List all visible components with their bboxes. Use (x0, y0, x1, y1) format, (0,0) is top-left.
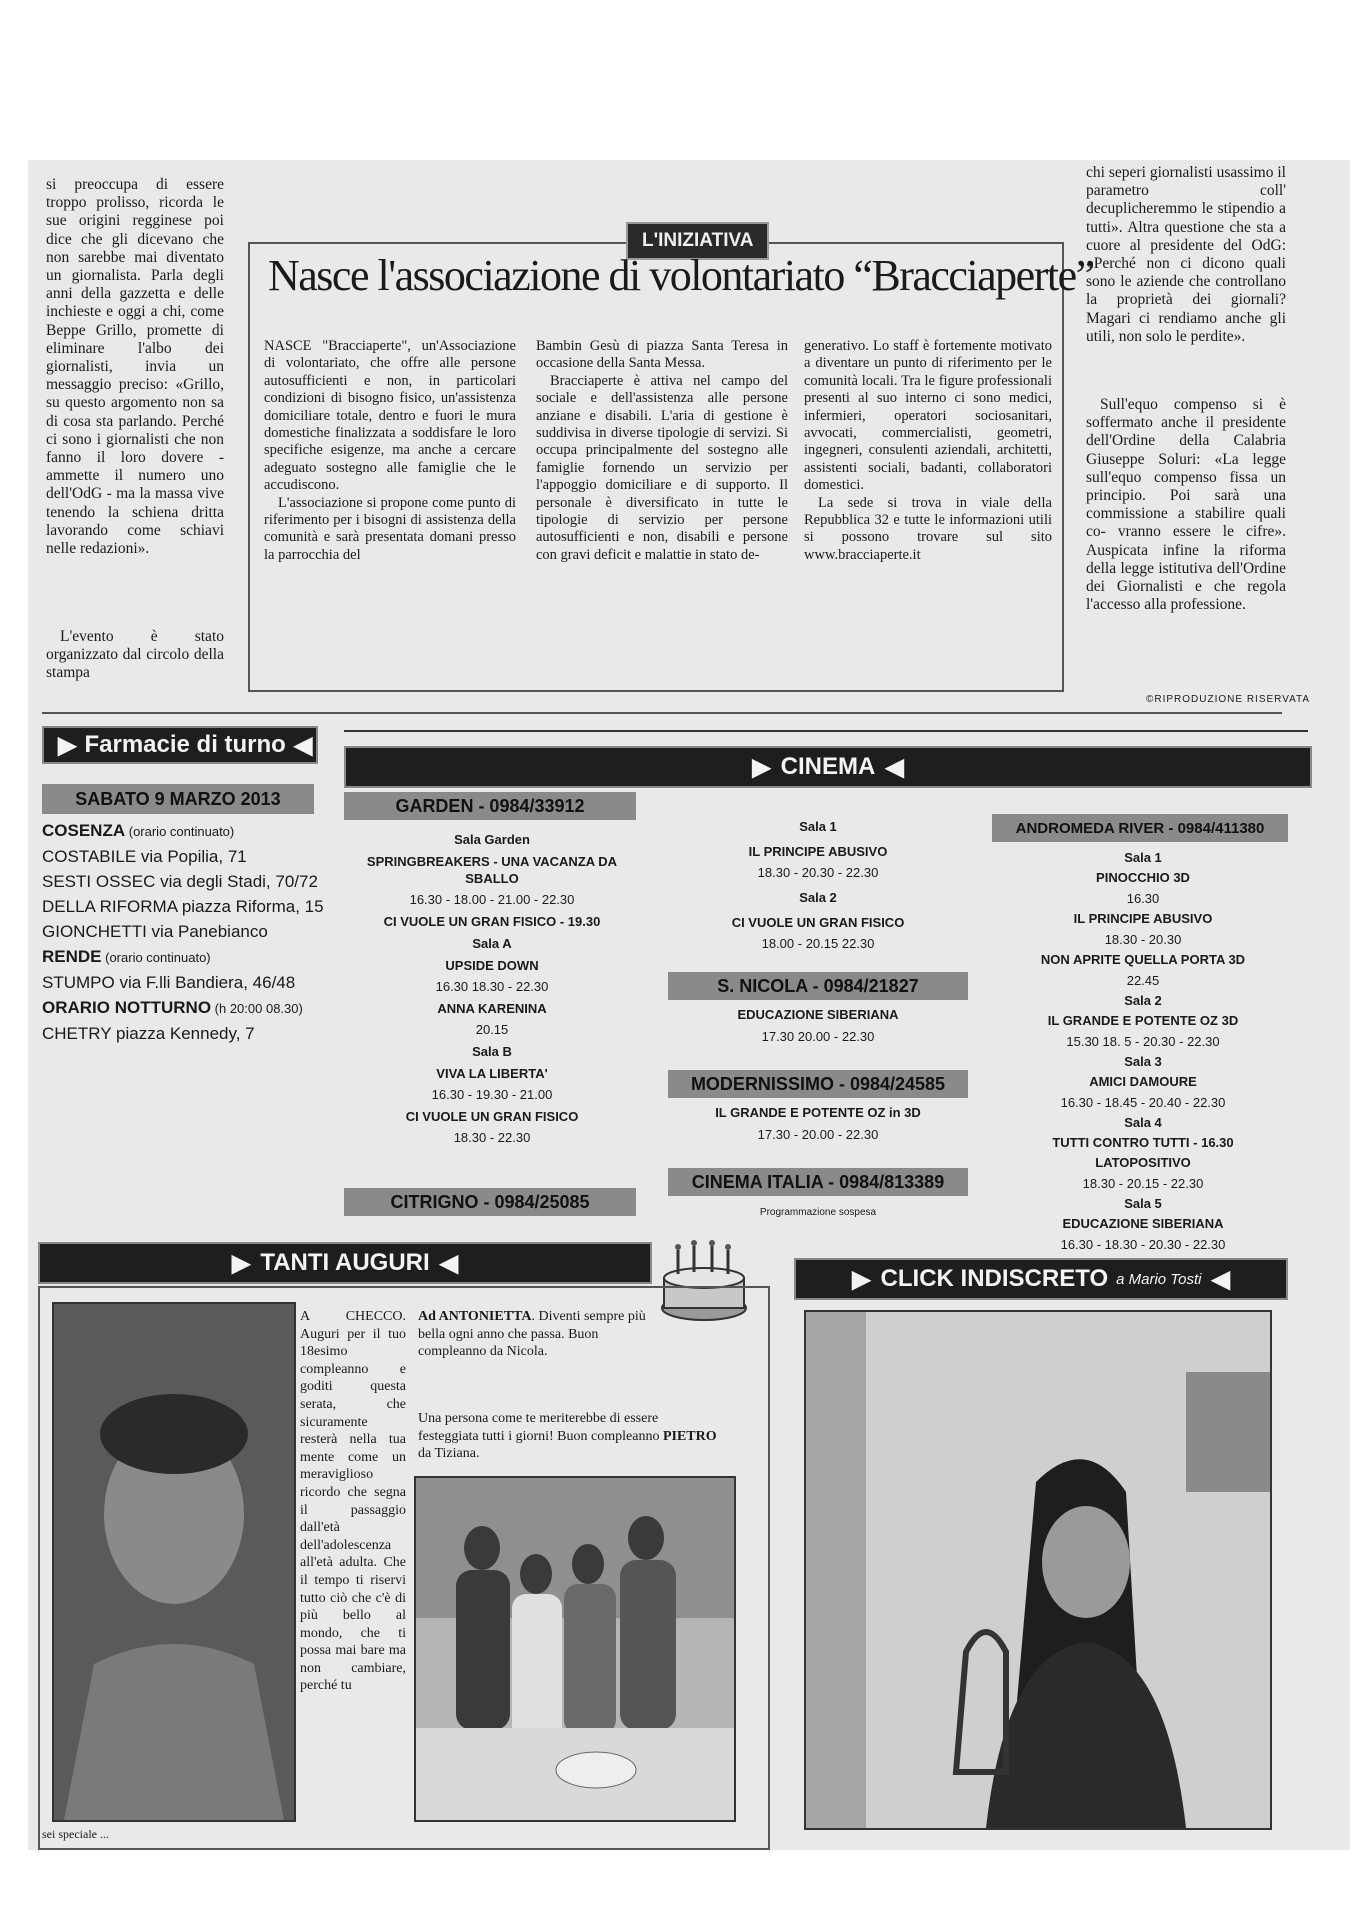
auguri-wish-antonietta-name: Ad ANTONIETTA (418, 1309, 532, 1324)
cinema-film-title: CI VUOLE UN GRAN FISICO (731, 915, 905, 930)
left-column-text: si preoccupa di essere troppo prolisso, ricorda le sue origini regginese poi dice che gli dicevano che non sarebbe mai diventato un giornalista. Parla degli anni della gazzetta e delle inchieste e oggi a chi, come Beppe Grillo, promette di eliminare l'albo dei giornalisti, invia un messaggio preciso: «Grillo, su questo argomento non sa di cosa sta parlando. Perché ci sono i giornalisti che non fanno il loro dovere - ammette il numero uno dell'OdG - ma la massa vive tenendo la schiena dritta lavorando come schiavi nelle redazioni». (46, 176, 224, 558)
cinema-modernissimo-name: MODERNISSIMO - 0984/24585 (690, 1073, 946, 1094)
cinema-film-title: Sala 1 (799, 819, 837, 834)
cinema-film-title: IL PRINCIPE ABUSIVO (1073, 911, 1213, 926)
cinema-showtimes: 16.30 (1126, 891, 1160, 906)
cinema-garden-bar (344, 792, 636, 820)
pharmacies-list (42, 818, 322, 1046)
cinema-showtimes: 15.30 18. 5 - 20.30 - 22.30 (1066, 1034, 1220, 1049)
cinema-andromeda-listings (1028, 846, 1258, 1253)
arrow-left-icon: ◀ (1211, 1265, 1230, 1293)
left-column-text-end: L'evento è stato organizzato dal circolo della stampa (46, 628, 224, 682)
click-title-bar (794, 1258, 1288, 1300)
group-photo-icon (416, 1478, 734, 1820)
pharmacy-item-text: CHETRY piazza Kennedy, 7 (42, 1024, 255, 1043)
right-column-2 (1086, 396, 1286, 614)
cinema-film-title: EDUCAZIONE SIBERIANA (1062, 1216, 1224, 1231)
right-column (1086, 164, 1286, 346)
cinema-showtimes: 18.30 - 20.15 - 22.30 (1082, 1176, 1204, 1191)
cinema-film-title: UPSIDE DOWN (445, 958, 539, 973)
pharmacy-item (42, 844, 322, 869)
cinema-garden-name: GARDEN - 0984/33912 (395, 795, 585, 816)
cinema-citrigno-bar (344, 1188, 636, 1216)
initiative-col-1b-text: L'associazione si propone come punto di riferimento per i bisogni di assistenza della comunità e sarà presentata domani presso la parrocchia del (264, 494, 516, 563)
arrow-right-icon: ▶ (752, 753, 771, 781)
click-title: CLICK INDISCRETO (880, 1265, 1109, 1292)
pharmacy-item-text: (h 20:00 08.30) (211, 1001, 303, 1016)
auguri-wish-pietro (418, 1410, 718, 1463)
pharmacy-item (42, 970, 322, 995)
auguri-photo-group (414, 1476, 736, 1822)
pharmacies-date-bar (42, 784, 314, 814)
section-rule (42, 712, 1282, 714)
auguri-wish-antonietta (418, 1308, 668, 1361)
cinema-film-title: Sala 4 (1124, 1115, 1162, 1130)
cinema-modernissimo-listing (668, 1104, 968, 1143)
pharmacy-item-bold: ORARIO NOTTURNO (42, 998, 212, 1017)
cinema-film-title: CI VUOLE UN GRAN FISICO - 19.30 (383, 914, 601, 929)
cinema-italia-bar (668, 1168, 968, 1196)
auguri-wish-checco (300, 1308, 406, 1695)
right-column-text-2: Sull'equo compenso si è soffermato anche il presidente dell'Ordine della Calabria Giuseppe Soluri: «La legge sull'equo compenso fissa un principio. Poi sarà una commissione a stabilire quali co- vranno essere le cifre». Auspicata infine la riforma della legge istitutiva dell'Ordine dei Giornalisti e che regola l'accesso alla professione. (1086, 396, 1286, 614)
cinema-film-title: Sala 5 (1124, 1196, 1162, 1211)
copyright-credit: ©RIPRODUZIONE RISERVATA (1146, 694, 1311, 705)
pharmacy-item (42, 1021, 322, 1046)
cinema-film-title: Sala 2 (799, 890, 837, 905)
cinema-film-title: IL GRANDE E POTENTE OZ 3D (1047, 1013, 1239, 1028)
newspaper-page (28, 160, 1350, 1850)
pharmacy-item (42, 894, 322, 919)
cinema-film-title: CI VUOLE UN GRAN FISICO (405, 1109, 579, 1124)
portrait-photo-icon (54, 1304, 294, 1820)
pharmacy-item-text: SESTI OSSEC via degli Stadi, 70/72 (42, 872, 318, 891)
initiative-col-2b-text: Bracciaperte è attiva nel campo del sociale e dell'assistenza alle persone anziane e disabili. L'aria di gestione è suddivisa in diverse tipologie di servizi. Si occupa principalmente del sostegno alle famiglie fornendo un servizio per l'appoggio domiciliare e di supporto. Il personale è diversificato in tutte le tipologie di servizio per persone autosufficienti e non, disabili e persone con gravi deficit e malattie in stato de- (536, 372, 788, 563)
left-column-end (46, 628, 224, 683)
cinema-film-title: Sala B (472, 1044, 512, 1059)
cinema-garden-listings (344, 826, 640, 1146)
pharmacy-item-bold: RENDE (42, 947, 102, 966)
pharmacy-item-text: STUMPO via F.lli Bandiera, 46/48 (42, 973, 296, 992)
cinema-showtimes: 16.30 - 18.00 - 21.00 - 22.30 (409, 892, 575, 907)
cinema-snicola-listing (668, 1006, 968, 1045)
auguri-photo-checco (52, 1302, 296, 1822)
cinema-snicola-name: S. NICOLA - 0984/21827 (717, 975, 919, 996)
pharmacies-title-bar (42, 726, 318, 764)
auguri-wish-pietro-name: PIETRO (662, 1428, 717, 1444)
cinema-andromeda-name: ANDROMEDA RIVER - 0984/411380 (1015, 819, 1265, 837)
cinema-modernissimo-bar (668, 1070, 968, 1098)
pharmacy-item (42, 919, 322, 944)
pharmacy-item (42, 944, 322, 970)
cinema-film-title: PINOCCHIO 3D (1096, 870, 1190, 885)
initiative-col-3b-text: La sede si trova in viale della Repubblica 32 e tutte le informazioni utili si possono trovare sul sito www.bracciaperte.it (804, 494, 1052, 563)
cinema-citrigno-name: CITRIGNO - 0984/25085 (390, 1191, 590, 1212)
pharmacy-item-text: DELLA RIFORMA piazza Riforma, 15 (42, 897, 324, 916)
cinema-film-title: Sala 3 (1124, 1054, 1162, 1069)
cinema-film-title: Sala 2 (1124, 993, 1162, 1008)
cinema-showtimes: 16.30 - 18.30 - 20.30 - 22.30 (1060, 1237, 1226, 1252)
pharmacies-date: SABATO 9 MARZO 2013 (75, 788, 281, 809)
initiative-col-2 (536, 338, 788, 564)
initiative-col-3-text: generativo. Lo staff è fortemente motivato a diventare un punto di riferimento per le comunità locali. Tra le figure professionali presenti al suo interno ci sono medici, infermieri, operatori sociosanitari, avvocati, commercialisti, geometri, ingegneri, consulenti aziendali, architetti, assistenti sociali, badanti, collaboratori domestici. (804, 338, 1052, 494)
cinema-showtimes: 16.30 - 19.30 - 21.00 (431, 1087, 553, 1102)
cinema-showtimes: 18.00 - 20.15 22.30 (761, 936, 875, 951)
click-author: a Mario Tosti (1116, 1270, 1202, 1288)
auguri-title-bar (38, 1242, 652, 1284)
cinema-modernissimo-film: IL GRANDE E POTENTE OZ in 3D (715, 1105, 921, 1120)
auguri-wish-pietro-end: da Tiziana. (418, 1446, 480, 1462)
cinema-showtimes: 16.30 18.30 - 22.30 (435, 979, 549, 994)
cinema-film-title: Sala A (472, 936, 512, 951)
arrow-right-icon: ▶ (58, 731, 77, 759)
cinema-middle-listings (668, 810, 968, 952)
arrow-right-icon: ▶ (852, 1265, 871, 1293)
cinema-modernissimo-time: 17.30 - 20.00 - 22.30 (757, 1127, 879, 1142)
initiative-col-1 (264, 338, 516, 564)
arrow-left-icon: ◀ (885, 753, 904, 781)
cinema-film-title: Sala Garden (454, 832, 530, 847)
cinema-film-title: TUTTI CONTRO TUTTI - 16.30 (1052, 1135, 1234, 1150)
initiative-col-2-text: Bambin Gesù di piazza Santa Teresa in occasione della Santa Messa. (536, 338, 788, 372)
cinema-film-title: IL PRINCIPE ABUSIVO (748, 844, 888, 859)
arrow-right-icon: ▶ (231, 1249, 251, 1277)
pharmacy-item-text: (orario continuato) (101, 950, 211, 965)
pharmacy-item (42, 869, 322, 894)
initiative-col-1-text: NASCE "Bracciaperte", un'Associazione di volontariato, che offre alle persone autosufficienti e non, in particolari condizioni di bisogno fisico, un'assistenza domiciliare totale, dentro e fuori le mura domestiche finalizzata a soddisfare le loro specifiche esigenze, ma anche a cercare adeguato sostegno alle famiglie che le accudiscono. (264, 338, 516, 494)
pharmacies-title: Farmacie di turno (84, 731, 286, 758)
pharmacy-item (42, 995, 322, 1021)
pharmacy-item-text: GIONCHETTI via Panebianco (42, 922, 268, 941)
cinema-title: CINEMA (780, 753, 876, 780)
cinema-snicola-bar (668, 972, 968, 1000)
auguri-wish-pietro-text: Una persona come te meriterebbe di essere festeggiata tutti i giorni! Buon compleanno (418, 1411, 663, 1444)
cinema-film-title: AMICI DAMOURE (1089, 1074, 1197, 1089)
pharmacy-item-text: COSTABILE via Popilia, 71 (42, 847, 247, 866)
cinema-showtimes: 16.30 - 18.45 - 20.40 - 22.30 (1060, 1095, 1226, 1110)
cinema-showtimes: 18.30 - 20.30 - 22.30 (757, 865, 879, 880)
cinema-film-title: Sala 1 (1124, 850, 1162, 865)
auguri-footer: sei speciale ... (42, 1827, 109, 1841)
pharmacy-item (42, 818, 322, 844)
right-column-text: chi seperi giornalisti usassimo il parametro coll' decuplicheremmo le stipendio a tutti». Altra questione che sta a cuore al presidente del OdG: «Perché non ci dicono quali sono le aziende che controllano la proprietà dei giornali? Magari ci rendiamo anche gli utili, non solo le perdite». (1086, 164, 1286, 345)
initiative-kicker: L'INIZIATIVA (626, 222, 769, 260)
cinema-film-title: LATOPOSITIVO (1095, 1155, 1191, 1170)
arrow-left-icon: ◀ (293, 731, 313, 759)
cinema-rule (344, 730, 1308, 732)
cinema-film-title: SPRINGBREAKERS - UNA VACANZA DA SBALLO (366, 854, 618, 886)
cinema-film-title: VIVA LA LIBERTA' (436, 1066, 548, 1081)
woman-photo-icon (806, 1312, 1270, 1828)
cinema-italia-name: CINEMA ITALIA - 0984/813389 (691, 1171, 945, 1192)
left-column (46, 176, 224, 558)
click-photo (804, 1310, 1272, 1830)
auguri-title: TANTI AUGURI (260, 1249, 430, 1276)
arrow-left-icon: ◀ (439, 1249, 459, 1277)
cinema-film-title: NON APRITE QUELLA PORTA 3D (1040, 952, 1246, 967)
cinema-film-title: ANNA KARENINA (437, 1001, 547, 1016)
cinema-title-bar (344, 746, 1312, 788)
cinema-showtimes: 20.15 (475, 1022, 509, 1037)
cinema-showtimes: 18.30 - 22.30 (453, 1130, 531, 1145)
cinema-snicola-time: 17.30 20.00 - 22.30 (761, 1029, 875, 1044)
initiative-headline: Nasce l'associazione di volontariato “Bracciaperte” (268, 251, 1094, 300)
cinema-snicola-film: EDUCAZIONE SIBERIANA (737, 1007, 899, 1022)
cinema-andromeda-bar (992, 814, 1288, 842)
cinema-showtimes: 22.45 (1126, 973, 1160, 988)
auguri-wish-antonietta-text: . Diventi sempre più bella ogni anno che passa. Buon compleanno da Nicola. (418, 1309, 646, 1360)
pharmacy-item-text: (orario continuato) (125, 824, 235, 839)
auguri-wish-checco-text: A CHECCO. Auguri per il tuo 18esimo compleanno e goditi questa serata, che sicuramente resterà nella tua mente come un meraviglioso ricordo che segna il passaggio dall'età dell'adolescenza all'età adulta. Che il tempo ti riservi tutto ciò che c'è di più bello al mondo, che ti possa mai bare ma non cambiare, perché tu (300, 1309, 406, 1694)
cinema-italia-note: Programmazione sospesa (759, 1207, 877, 1218)
pharmacy-item-bold: COSENZA (42, 821, 126, 840)
cinema-showtimes: 18.30 - 20.30 (1104, 932, 1182, 947)
initiative-col-3 (804, 338, 1052, 564)
